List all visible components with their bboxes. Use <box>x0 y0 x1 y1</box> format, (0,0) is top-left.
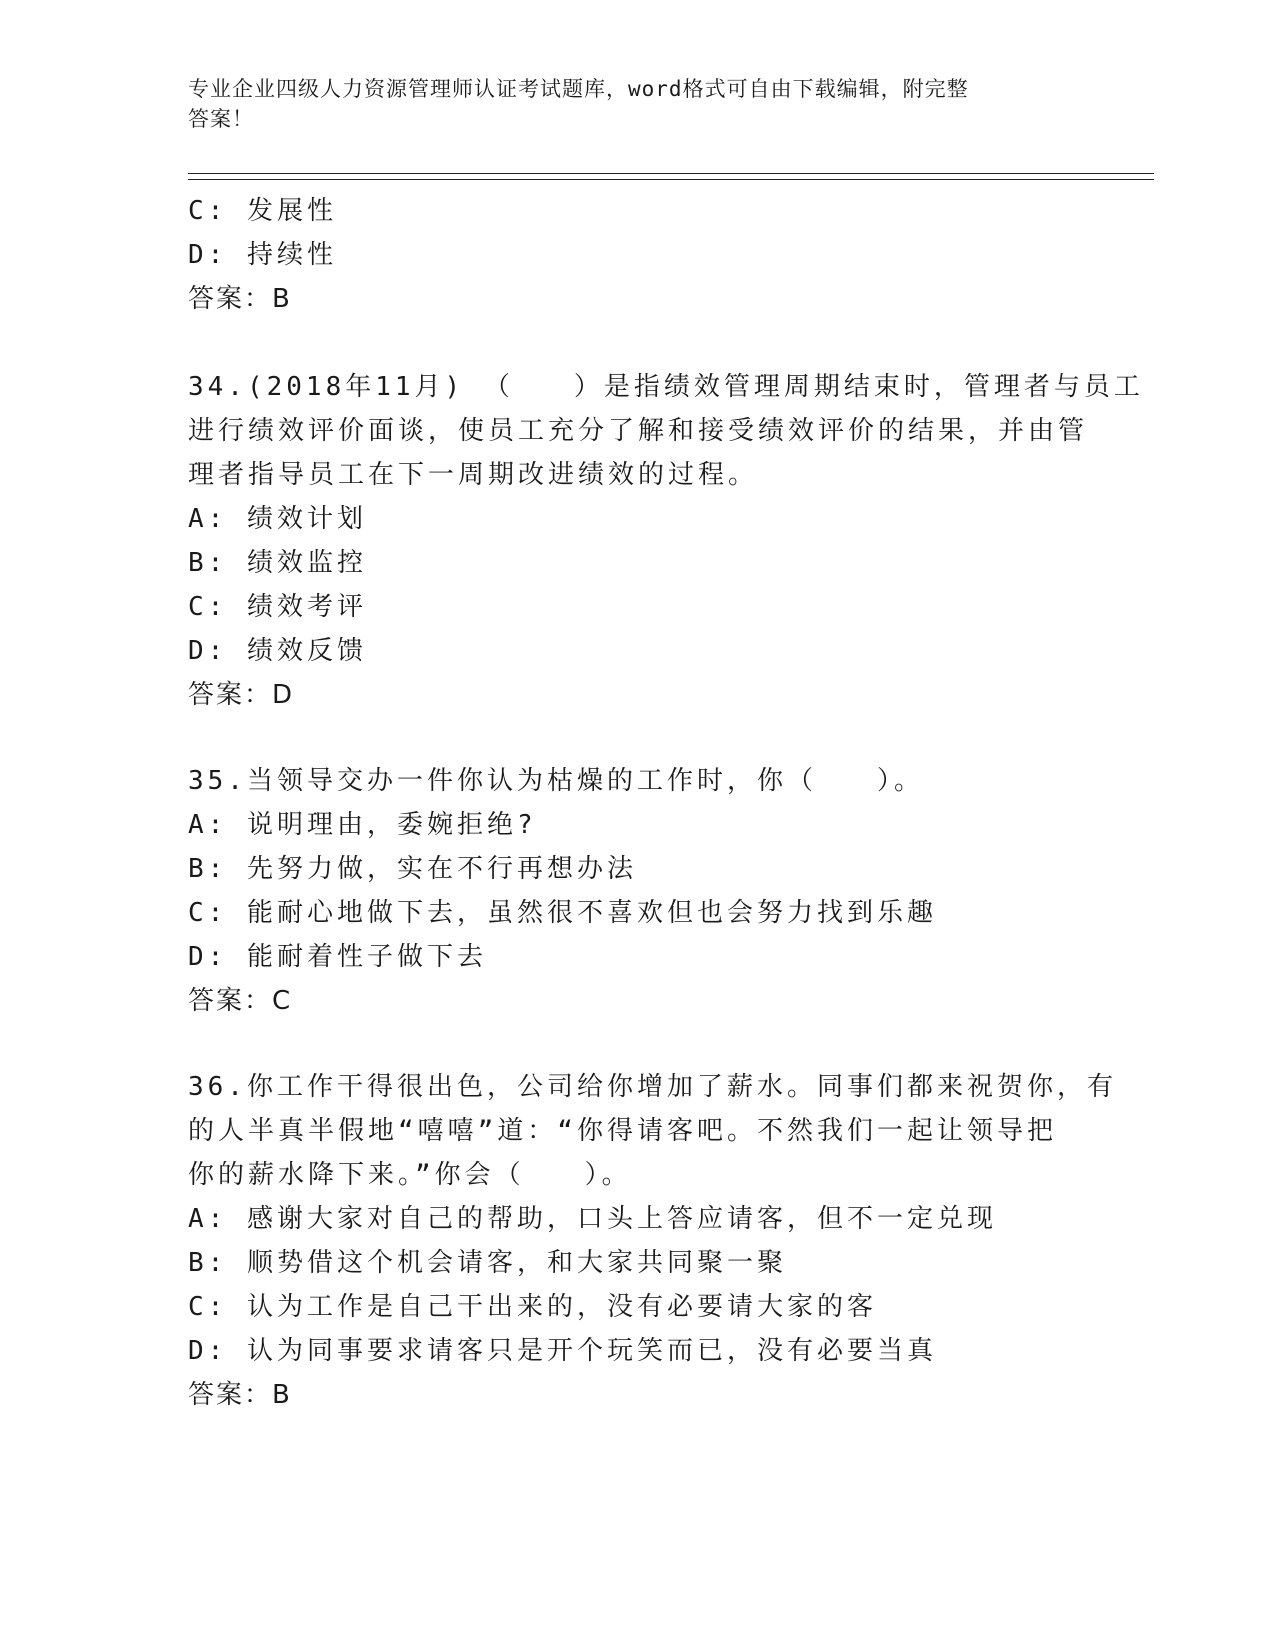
option-c: C: 绩效考评 <box>188 592 367 622</box>
header-line-1: 专业企业四级人力资源管理师认证考试题库，word格式可自由下载编辑，附完整 <box>188 77 969 101</box>
option-a: A: 感谢大家对自己的帮助，口头上答应请客，但不一定兑现 <box>188 1204 997 1234</box>
option-c: C: 发展性 <box>188 196 337 226</box>
header-rule-bottom <box>188 179 1154 180</box>
option-b: B: 顺势借这个机会请客，和大家共同聚一聚 <box>188 1248 787 1278</box>
document-header <box>188 74 1088 134</box>
answer-line: 答案：D <box>188 680 295 710</box>
question-text-line: 35.当领导交办一件你认为枯燥的工作时，你（ ）。 <box>188 766 924 796</box>
header-line-2: 答案！ <box>188 107 254 131</box>
question-text-line: 你的薪水降下来。”你会（ ）。 <box>188 1160 632 1190</box>
question-text-line: 进行绩效评价面谈，使员工充分了解和接受绩效评价的结果，并由管 <box>188 416 1089 446</box>
answer-line: 答案：B <box>188 284 292 314</box>
question-text-line: 的人半真半假地“嘻嘻”道：“你得请客吧。不然我们一起让领导把 <box>188 1116 1057 1146</box>
question-text-line: 36.你工作干得很出色，公司给你增加了薪水。同事们都来祝贺你，有 <box>188 1072 1117 1102</box>
answer-line: 答案：B <box>188 1380 292 1410</box>
option-d: D: 持续性 <box>188 240 337 270</box>
option-b: B: 先努力做，实在不行再想办法 <box>188 854 637 884</box>
option-a: A: 绩效计划 <box>188 504 367 534</box>
option-d: D: 认为同事要求请客只是开个玩笑而已，没有必要当真 <box>188 1336 937 1366</box>
answer-line: 答案：C <box>188 986 293 1016</box>
header-rule-top <box>188 173 1154 174</box>
option-c: C: 认为工作是自己干出来的，没有必要请大家的客 <box>188 1292 877 1322</box>
question-text-line: 理者指导员工在下一周期改进绩效的过程。 <box>188 460 759 490</box>
question-text-line: 34.(2018年11月) （ ）是指绩效管理周期结束时，管理者与员工 <box>188 372 1144 402</box>
option-d: D: 能耐着性子做下去 <box>188 942 487 972</box>
option-c: C: 能耐心地做下去，虽然很不喜欢但也会努力找到乐趣 <box>188 898 937 928</box>
option-d: D: 绩效反馈 <box>188 636 367 666</box>
option-a: A: 说明理由，委婉拒绝? <box>188 810 537 840</box>
option-b: B: 绩效监控 <box>188 548 367 578</box>
